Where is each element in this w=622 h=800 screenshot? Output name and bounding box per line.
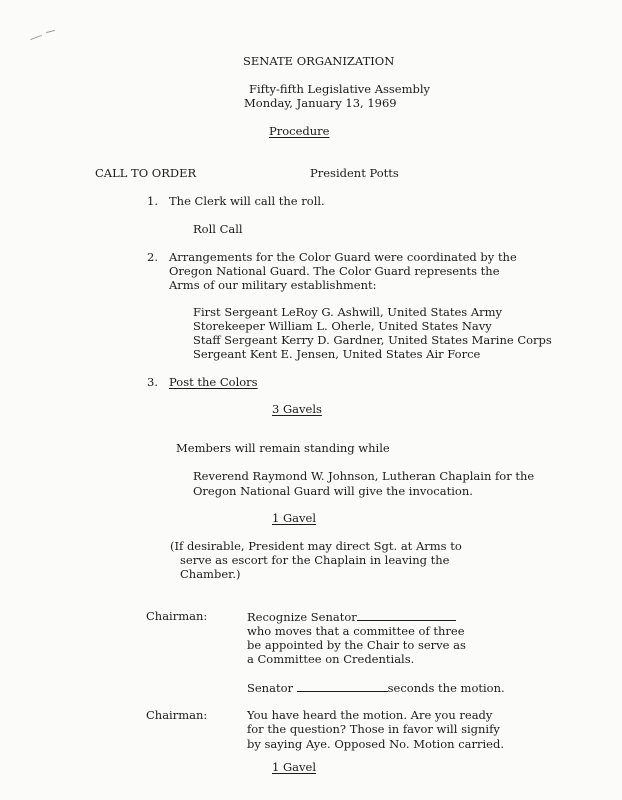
motion-line: who moves that a committee of three: [247, 624, 465, 638]
chairman-label: Chairman:: [146, 708, 208, 722]
seconds-text: seconds the motion.: [387, 681, 505, 695]
item-number: 3.: [147, 375, 158, 389]
item-2-line: Arrangements for the Color Guard were coordinated by the: [169, 250, 517, 264]
senator-label: Senator: [247, 681, 293, 695]
presiding-officer: President Potts: [310, 166, 399, 180]
gavel-instruction: 1 Gavel: [272, 511, 316, 525]
guard-member: Sergeant Kent E. Jensen, United States Air Force: [193, 347, 481, 361]
escort-note: serve as escort for the Chaplain in leaving the: [180, 553, 450, 567]
invocation-line: Oregon National Guard will give the invocation.: [193, 484, 473, 498]
procedure-heading: Procedure: [269, 124, 330, 138]
scan-speck: [30, 35, 42, 40]
senator-name-blank: [357, 609, 456, 621]
invocation-line: Reverend Raymond W. Johnson, Lutheran Chaplain for the: [193, 469, 535, 483]
gavel-instruction: 3 Gavels: [272, 402, 322, 416]
recognize-line: [247, 609, 456, 625]
item-number: 1.: [147, 194, 158, 208]
question-line: You have heard the motion. Are you ready: [247, 708, 493, 722]
standing-text: Members will remain standing while: [176, 441, 390, 455]
seconding-line: [247, 680, 505, 696]
seconding-senator-blank: [297, 680, 388, 692]
motion-line: be appointed by the Chair to serve as: [247, 638, 466, 652]
gavel-instruction: 1 Gavel: [272, 760, 316, 774]
recognize-text: Recognize Senator: [247, 610, 357, 624]
escort-note: (If desirable, President may direct Sgt. at Arms to: [170, 539, 462, 553]
guard-member: First Sergeant LeRoy G. Ashwill, United States Army: [193, 305, 503, 319]
item-2-line: Oregon National Guard. The Color Guard represents the: [169, 264, 500, 278]
date-line: Monday, January 13, 1969: [244, 96, 397, 110]
item-number: 2.: [147, 250, 158, 264]
assembly-line: Fifty-fifth Legislative Assembly: [249, 82, 431, 96]
guard-member: Staff Sergeant Kerry D. Gardner, United States Marine Corps: [193, 333, 552, 347]
chairman-label: Chairman:: [146, 609, 208, 623]
roll-call: Roll Call: [193, 222, 243, 236]
item-1-text: The Clerk will call the roll.: [169, 194, 325, 208]
question-line: by saying Aye. Opposed No. Motion carried.: [247, 737, 504, 751]
document-title: SENATE ORGANIZATION: [243, 54, 395, 68]
motion-line: a Committee on Credentials.: [247, 652, 415, 666]
guard-member: Storekeeper William L. Oherle, United States Navy: [193, 319, 492, 333]
call-to-order-label: CALL TO ORDER: [95, 166, 197, 180]
item-2-line: Arms of our military establishment:: [169, 278, 377, 292]
post-colors: Post the Colors: [169, 375, 258, 389]
escort-note: Chamber.): [180, 567, 241, 581]
question-line: for the question? Those in favor will signify: [247, 722, 500, 736]
scan-speck: [46, 30, 55, 33]
